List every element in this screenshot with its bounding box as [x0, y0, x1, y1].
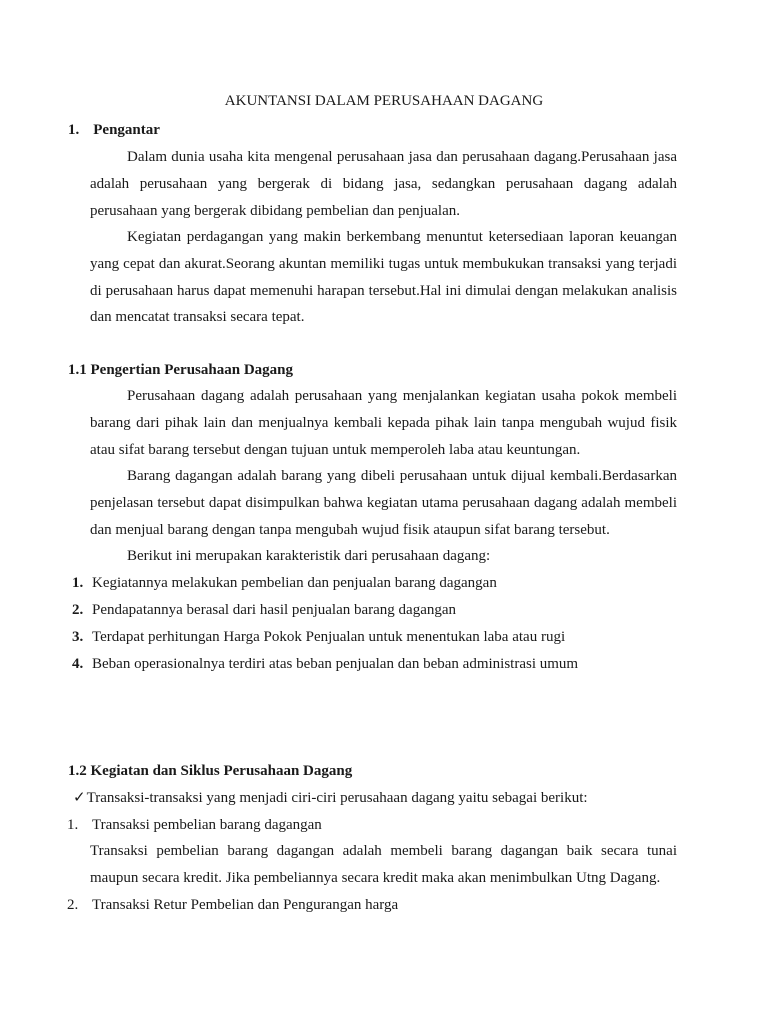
paragraph: Perusahaan dagang adalah perusahaan yang menjalankan kegiatan usaha pokok membeli barang dari pihak lain dan menjualnya kembali kepada pihak lain tanpa mengubah wujud fisik atau sifat barang tersebut dengan tujuan untuk memperoleh laba atau keuntungan.	[90, 388, 677, 458]
list-item	[67, 815, 322, 835]
list-item-number: 2.	[67, 897, 79, 913]
list-item-number: 3.	[72, 629, 84, 645]
list-item	[72, 600, 456, 620]
list-item-title: Transaksi pembelian barang dagangan	[92, 817, 322, 833]
list-item-text: Kegiatannya melakukan pembelian dan penjualan barang dagangan	[92, 575, 497, 591]
list-item-number: 1.	[72, 575, 84, 591]
check-line-text: Transaksi-transaksi yang menjadi ciri-ciri perusahaan dagang yaitu sebagai berikut:	[86, 790, 588, 806]
list-item-number: 4.	[72, 656, 84, 672]
list-item-number: 2.	[72, 602, 84, 618]
list-item-description: Transaksi pembelian barang dagangan adalah membeli barang dagangan baik secara tunai maupun secara kredit. Jika pembeliannya secara kredit maka akan menimbulkan Utng Dagang.	[90, 843, 677, 886]
list-item-text: Beban operasionalnya terdiri atas beban penjualan dan beban administrasi umum	[92, 656, 579, 672]
paragraph: Barang dagangan adalah barang yang dibeli perusahaan untuk dijual kembali.Berdasarkan penjelasan tersebut dapat disimpulkan bahwa kegiatan utama perusahaan dagang adalah membeli dan menjual barang dengan tanpa mengubah wujud fisik ataupun sifat barang tersebut.	[90, 468, 677, 538]
section-title: Pengantar	[93, 122, 160, 138]
checkmark-icon: ✓	[73, 790, 86, 806]
list-item	[72, 573, 497, 593]
paragraph: Kegiatan perdagangan yang makin berkembang menuntut ketersediaan laporan keuangan yang cepat dan akurat.Seorang akuntan memiliki tugas untuk membukukan transaksi yang terjadi di perusahaan harus dapat memenuhi harapan tersebut.Hal ini dimulai dengan melakukan analisis dan mencatat transaksi secara tepat.	[90, 229, 677, 326]
list-item-text: Pendapatannya berasal dari hasil penjualan barang dagangan	[92, 602, 457, 618]
section-heading-kegiatan: 1.2 Kegiatan dan Siklus Perusahaan Dagang	[68, 763, 353, 779]
paragraph: Dalam dunia usaha kita mengenal perusahaan jasa dan perusahaan dagang.Perusahaan jasa adalah perusahaan yang bergerak di bidang jasa, sedangkan perusahaan dagang adalah perusahaan yang bergerak dibidang pembelian dan penjualan.	[90, 149, 677, 219]
paragraph: Berikut ini merupakan karakteristik dari perusahaan dagang:	[127, 548, 491, 564]
section-number: 1.	[68, 122, 80, 138]
list-item	[67, 895, 398, 915]
list-item	[72, 654, 578, 674]
section-heading-pengantar	[68, 120, 160, 140]
list-item-text: Terdapat perhitungan Harga Pokok Penjualan untuk menentukan laba atau rugi	[92, 629, 566, 645]
section-heading-pengertian: 1.1 Pengertian Perusahaan Dagang	[68, 362, 293, 378]
list-item	[72, 627, 565, 647]
list-item-number: 1.	[67, 817, 79, 833]
document-title: AKUNTANSI DALAM PERUSAHAAN DAGANG	[224, 93, 544, 109]
list-item-title: Transaksi Retur Pembelian dan Pengurangan harga	[92, 897, 399, 913]
check-line	[73, 788, 588, 808]
